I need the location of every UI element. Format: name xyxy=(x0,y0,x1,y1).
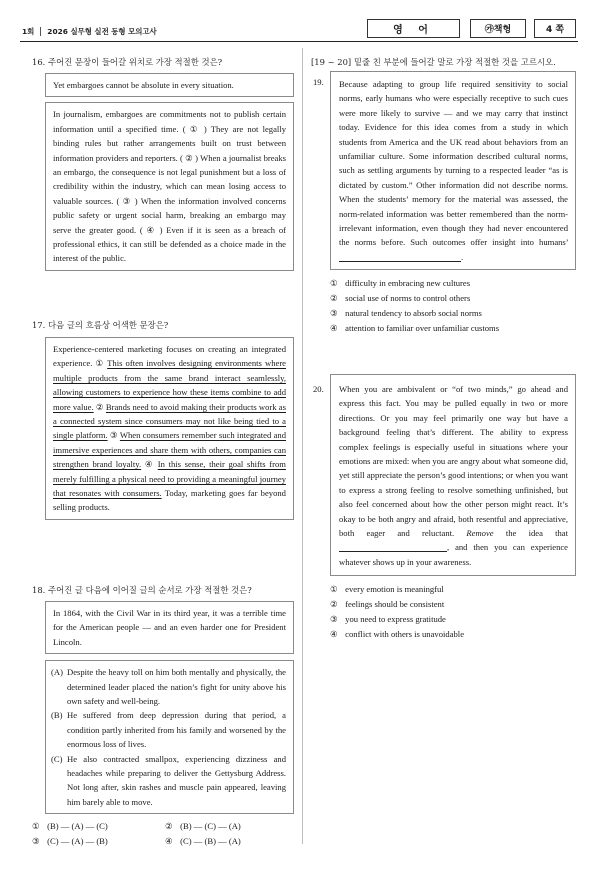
q17-title: 17. 다음 글의 흐름상 어색한 문장은? xyxy=(32,320,169,330)
option-number: ② xyxy=(330,599,338,610)
q19-option-4 xyxy=(330,321,578,336)
paragraph-label: (C) xyxy=(51,753,63,764)
q19-passage-text: Because adapting to group life required sensitivity to social norms, early humans who were especially receptive to such cues were more likely to survive — and we may carry that instinct today. Evidence for this idea comes from a study in which students from America and the UK read about behaviors from an unfamiliar culture. Some information described cultural norms, such as settling arguments by turning to a respected leader “as is dictated by custom.” Other information did not describe norms. When the students’ memory for the material was assessed, the norm-related information was better remembered than the norm-irrelevant information, even though they had never encountered the norms before. Such outcomes offer insight into humans’ xyxy=(339,79,568,248)
q19-blank xyxy=(339,251,464,262)
q19-blank-suffix: . xyxy=(461,251,464,262)
paragraph-text: He also contracted smallpox, experiencing dizziness and headaches while preparing to deliver the Gettysburg Address. Not long after, skin rashes and muscle pain appeared, leaving him barely able to move. xyxy=(67,753,286,807)
exam-header-left xyxy=(22,26,157,37)
q17-sentence-1: This often involves designing environments where multiple products from the same brand interact seamlessly, allowing customers to experience how these items combine to add more value. xyxy=(53,358,286,412)
q19-options xyxy=(330,276,578,336)
q17-intro: Experience-centered marketing focuses on creating an integrated experience. xyxy=(53,344,286,369)
option-text: (C) — (B) — (A) xyxy=(180,836,241,847)
q20-passage-before: When you are ambivalent or “of two minds,” go ahead and express this fact. You may be pulled equally in two or more directions. Or you may feel primarily one way but have a background feeling that’s different. The ability to express complex feelings is especially useful in situations where your emotions are mixed: when you are angry about what someone did, yet still appreciate the person’s good intentions; or when you want to express a strong feeling to resolve something unfinished, but also feel concerned about how the other person might react. It’s okay to be both angry and afraid, both resentful and appreciative, both eager and reluctant. xyxy=(339,384,568,539)
q20-options xyxy=(330,582,578,642)
q20-option-1 xyxy=(330,582,578,597)
q20-option-4 xyxy=(330,627,578,642)
q18-option-3 xyxy=(32,834,165,849)
paragraph-text: Despite the heavy toll on him both mentally and physically, the determined leader placed the nation’s fight for unity above his own safety and well-being. xyxy=(67,667,286,707)
q18-paragraph-c xyxy=(51,752,286,810)
q16-given-sentence: Yet embargoes cannot be absolute in every situation. xyxy=(45,73,294,97)
q17-marker-2: ② xyxy=(95,401,104,412)
q17-sentence-3: When consumers remember such integrated and immersive experiences and share them with others, companies can strengthen brand loyalty. xyxy=(53,430,286,470)
booklet-type-box: ㉮책형 xyxy=(470,19,526,38)
question-16 xyxy=(32,56,294,271)
exam-number: 1회 xyxy=(22,27,35,36)
question-19 xyxy=(311,71,578,336)
option-number: ③ xyxy=(330,308,338,319)
option-number: ① xyxy=(330,584,338,595)
option-text: you need to express gratitude xyxy=(345,614,446,625)
option-text: (C) — (A) — (B) xyxy=(47,836,108,847)
question-18 xyxy=(32,584,294,849)
page-number-box: 4 쪽 xyxy=(534,19,576,38)
column-divider xyxy=(302,48,303,844)
question-20 xyxy=(311,374,578,642)
q19-option-1 xyxy=(330,276,578,291)
option-text: attention to familiar over unfamiliar customs xyxy=(345,323,500,334)
option-text: difficulty in embracing new cultures xyxy=(345,278,471,289)
question-17 xyxy=(32,319,294,520)
option-text: every emotion is meaningful xyxy=(345,584,444,595)
paragraph-text: He suffered from deep depression during that period, a condition partly inherited from his family and worsened by the enormous loss of lives. xyxy=(67,710,286,750)
q18-paragraph-a xyxy=(51,665,286,708)
option-text: feelings should be consistent xyxy=(345,599,445,610)
option-text: natural tendency to absorb social norms xyxy=(345,308,482,319)
q16-title: 16. 주어진 문장이 들어갈 위치로 가장 적절한 것은? xyxy=(32,57,223,67)
q20-blank xyxy=(339,542,447,552)
q16-passage: In journalism, embargoes are commitments not to publish certain information until a specified time. ( ① ) They are not legally binding rules but rather arrangements built on trust between information providers and reporters. ( ② ) When a journalist breaks an embargo, the consequence is not legal punishment but a loss of credibility within the industry, which can mean losing access to valuable sources. ( ③ ) When the information involved concerns public safety or urgent social harm, breaking an embargo may serve the greater good. ( ④ ) Even if it is seen as a breach of professional ethics, it can still be defended as a choice made in the interest of the public. xyxy=(45,102,294,270)
q18-option-2 xyxy=(165,819,294,834)
q19-passage xyxy=(330,71,576,270)
q17-sentence-2: Brands need to avoid making their products work as a connected system since consumers may not like being tied to a single platform. xyxy=(53,401,286,441)
q19-option-3 xyxy=(330,306,578,321)
q20-passage xyxy=(330,374,576,576)
q20-option-3 xyxy=(330,612,578,627)
q18-paragraph-b xyxy=(51,708,286,751)
q20-italic-word: Remove xyxy=(466,528,494,539)
option-text: (B) — (C) — (A) xyxy=(180,821,241,832)
option-text: conflict with others is unavoidable xyxy=(345,629,465,640)
q18-options xyxy=(32,819,294,849)
q18-title: 18. 주어진 글 다음에 이어질 글의 순서로 가장 적절한 것은? xyxy=(32,585,252,595)
q18-option-1 xyxy=(32,819,165,834)
q20-passage-mid: the idea that xyxy=(505,528,568,539)
exam-title: 2026 실무형 실전 동형 모의고사 xyxy=(47,27,157,36)
q18-paragraphs xyxy=(45,660,294,814)
paragraph-label: (B) xyxy=(51,710,63,721)
option-text: (B) — (A) — (C) xyxy=(47,821,108,832)
q17-marker-3: ③ xyxy=(109,430,118,441)
option-number: ① xyxy=(330,278,338,289)
option-number: ② xyxy=(165,821,173,832)
header-rule xyxy=(20,41,578,42)
q18-given-text: In 1864, with the Civil War in its third year, it was a terrible time for the American people — and an even harder one for President Lincoln. xyxy=(45,601,294,654)
q20-option-2 xyxy=(330,597,578,612)
q19-option-2 xyxy=(330,291,578,306)
option-number: ④ xyxy=(330,323,338,334)
q17-outro: Today, marketing goes far beyond selling products. xyxy=(53,488,286,513)
q20-passage-after: , and then you can experience whatever shows up in your awareness. xyxy=(339,542,568,567)
option-number: ① xyxy=(32,821,40,832)
q17-passage xyxy=(45,337,294,520)
option-number: ④ xyxy=(165,836,173,847)
subject-box: 영 어 xyxy=(367,19,460,38)
q19-number: 19. xyxy=(313,77,324,87)
option-number: ④ xyxy=(330,629,338,640)
q20-number: 20. xyxy=(313,384,324,394)
q17-marker-1: ① xyxy=(95,358,105,369)
paragraph-label: (A) xyxy=(51,667,63,678)
option-number: ③ xyxy=(32,836,40,847)
header-separator xyxy=(40,27,41,36)
q17-marker-4: ④ xyxy=(144,459,155,470)
option-number: ③ xyxy=(330,614,338,625)
q18-option-4 xyxy=(165,834,294,849)
option-text: social use of norms to control others xyxy=(345,293,471,304)
q17-sentence-4: In this sense, their goal shifts from merely fulfilling a physical need to providing a meaningful journey that resonates with consumers. xyxy=(53,459,286,499)
q19-20-instruction: [19 ~ 20] 밑줄 친 부분에 들어갈 말로 가장 적절한 것을 고르시오. xyxy=(311,57,556,67)
option-number: ② xyxy=(330,293,338,304)
